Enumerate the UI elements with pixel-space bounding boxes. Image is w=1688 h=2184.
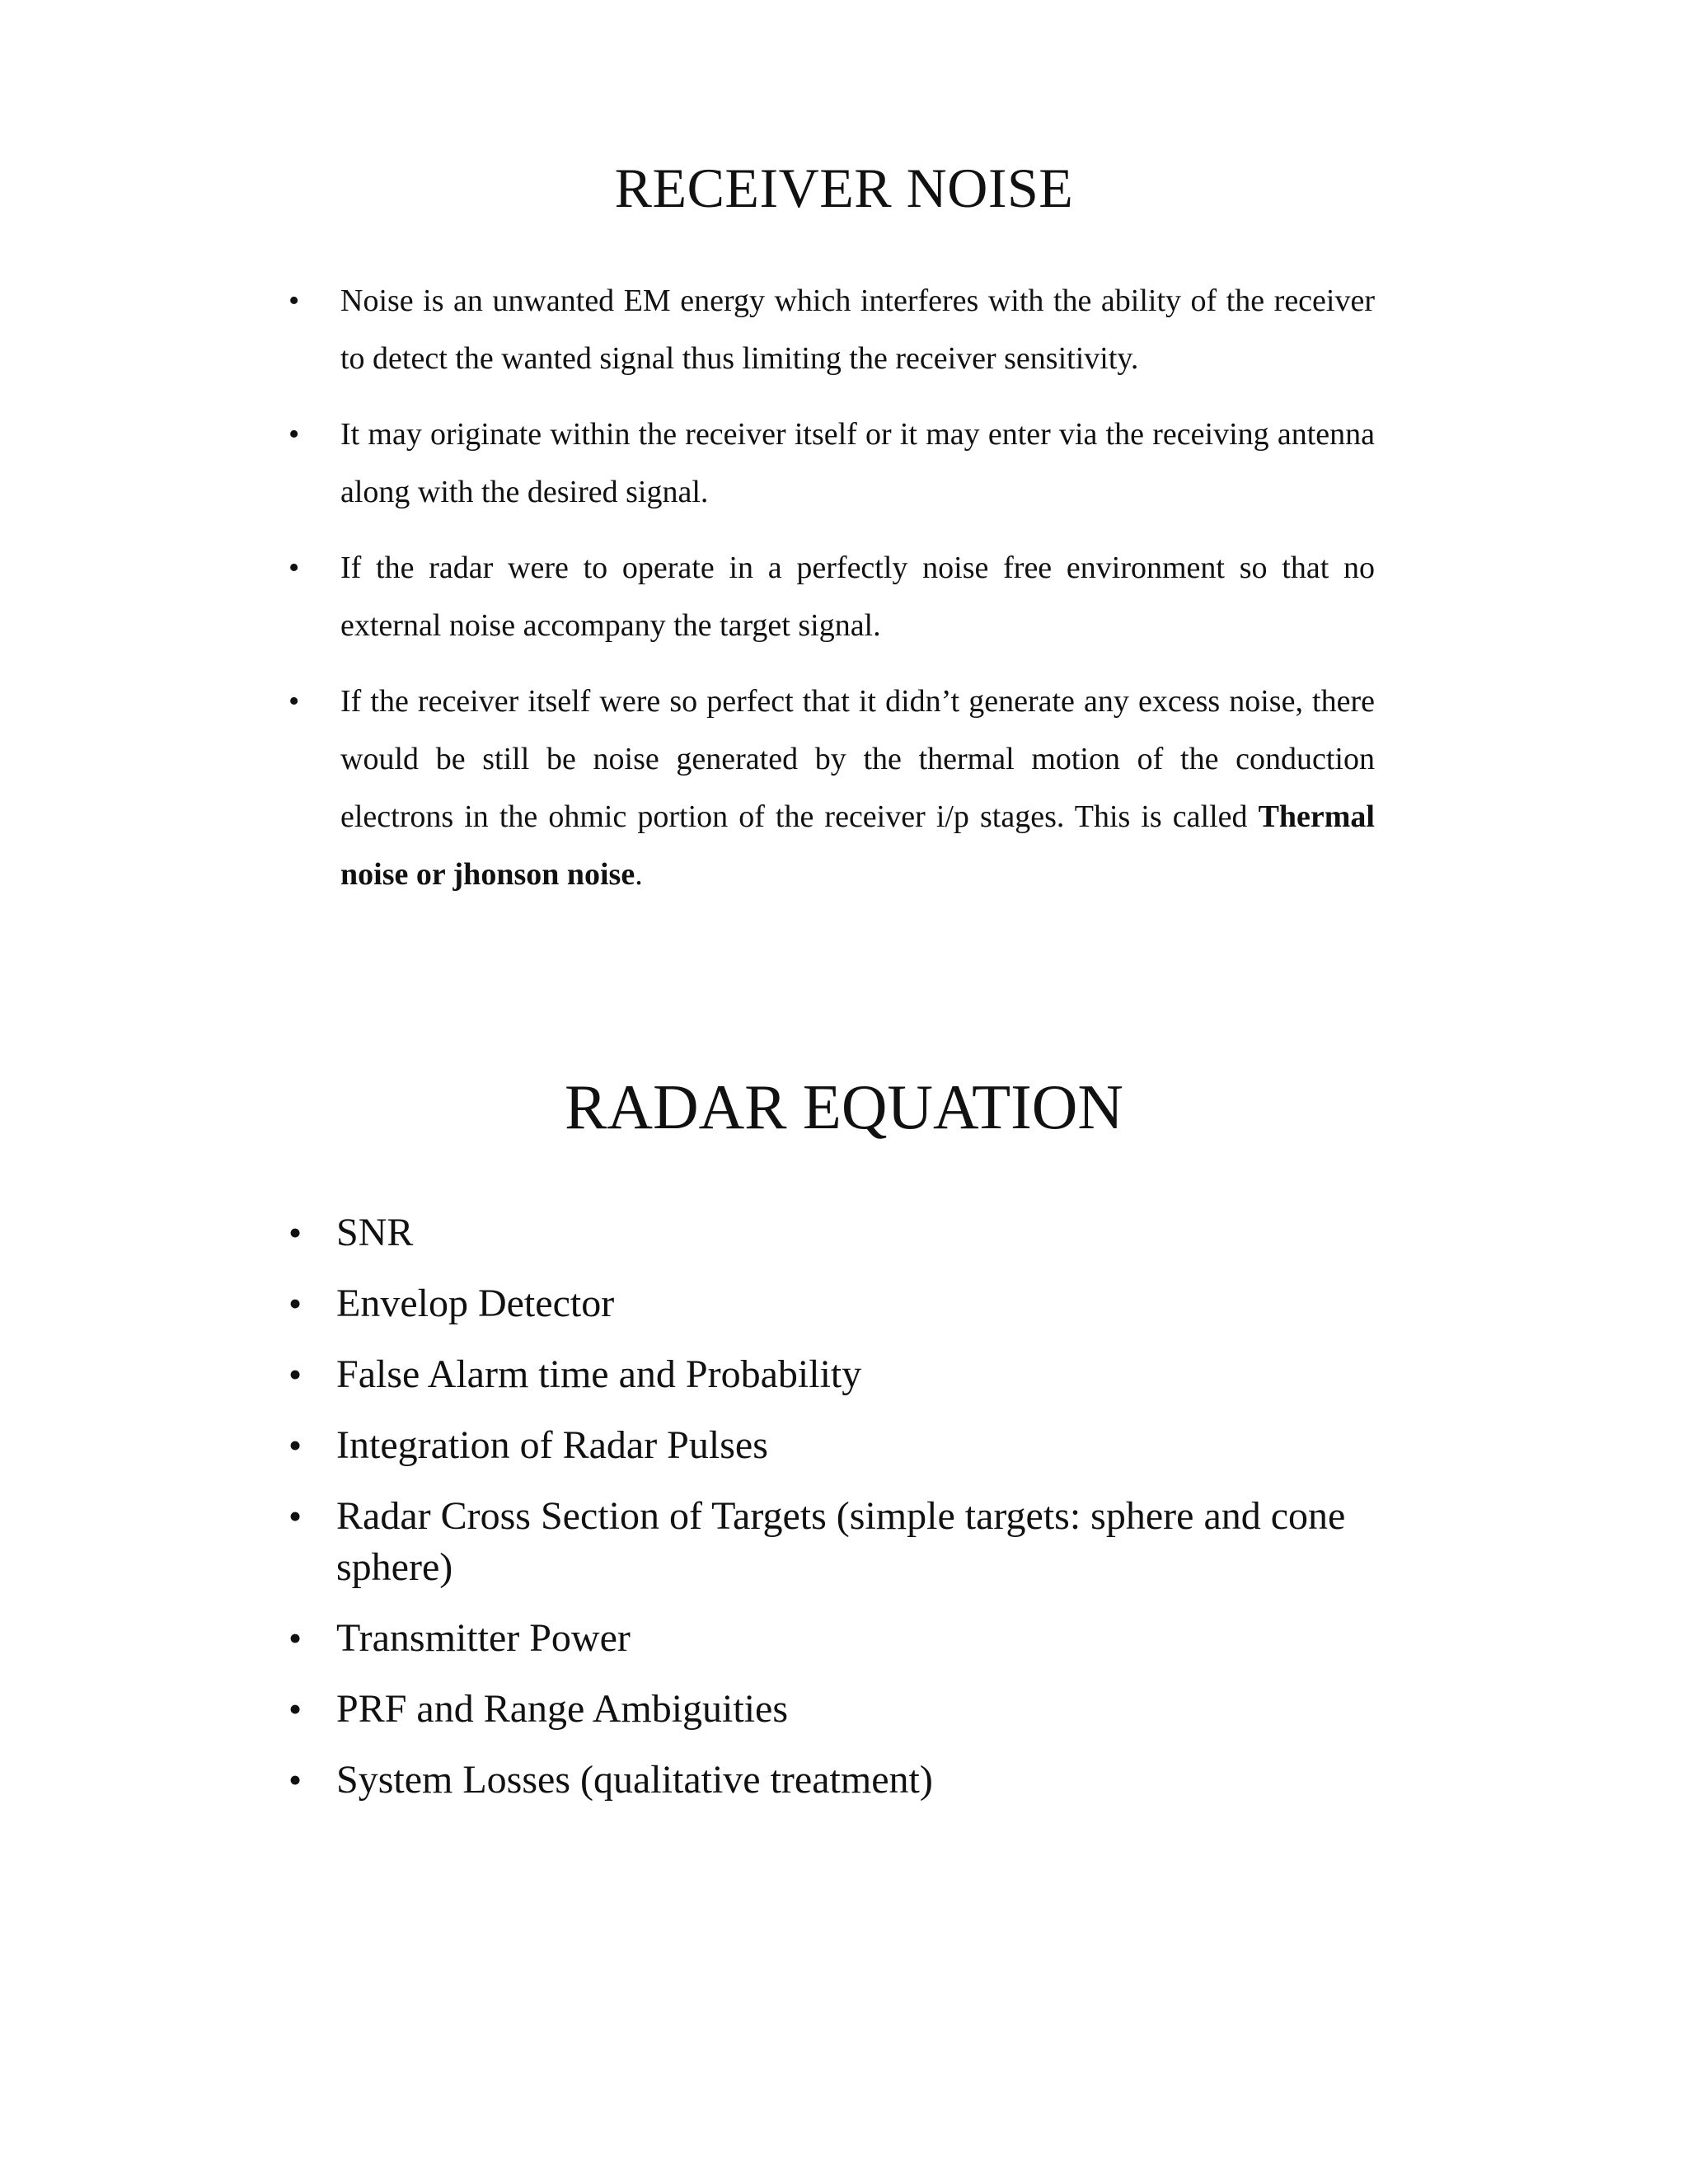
list-item — [0, 1491, 1688, 1593]
list-item — [0, 1278, 1688, 1329]
bullet-icon: • — [288, 1759, 302, 1801]
bullet-text-end: . — [635, 857, 643, 892]
bullet-icon: • — [288, 1495, 302, 1537]
thermal-noise-term: Thermal noise or jhonson noise — [340, 799, 1375, 892]
bullet-icon: • — [288, 284, 300, 318]
bullet-icon: • — [288, 1424, 302, 1466]
item-text: System Losses (qualitative treatment) — [336, 1758, 933, 1802]
list-item — [0, 1684, 1688, 1735]
item-text: False Alarm time and Probability — [336, 1352, 862, 1396]
bullet-icon: • — [288, 551, 300, 585]
list-item — [0, 1207, 1688, 1258]
item-text: Envelop Detector — [336, 1282, 615, 1325]
bullet-icon: • — [288, 1688, 302, 1730]
bullet-text: Noise is an unwanted EM energy which interferes with the ability of the receiver to detect the wanted signal thus limiting the receiver sensitivity. — [340, 284, 1375, 376]
item-text: SNR — [336, 1211, 414, 1254]
bullet-text: It may originate within the receiver itself or it may enter via the receiving antenna along with the desired signal. — [340, 417, 1375, 509]
radar-equation-list — [0, 1207, 1688, 1825]
bullet-text-part: If the receiver itself were so perfect that it didn’t generate any excess noise, there would be still be noise generated by the thermal motion of the conduction electrons in the ohmic portion of the receiver i/p stages. This is called — [340, 684, 1375, 834]
bullet-icon: • — [288, 684, 300, 719]
list-item — [0, 272, 1688, 387]
list-item — [0, 1420, 1688, 1471]
item-text: Transmitter Power — [336, 1616, 631, 1660]
list-item — [0, 1755, 1688, 1806]
bullet-icon: • — [288, 1282, 302, 1324]
list-item — [0, 405, 1688, 521]
list-item — [0, 673, 1688, 903]
bullet-icon: • — [288, 1212, 302, 1254]
bullet-text — [340, 673, 1375, 903]
list-item — [0, 1613, 1688, 1664]
list-item — [0, 1349, 1688, 1400]
radar-equation-title: RADAR EQUATION — [565, 1071, 1123, 1142]
bullet-text: If the radar were to operate in a perfectly noise free environment so that no external noise accompany the target signal. — [340, 551, 1375, 643]
bullet-icon: • — [288, 1617, 302, 1659]
receiver-noise-list — [0, 272, 1688, 921]
bullet-icon: • — [288, 417, 300, 452]
receiver-noise-title: RECEIVER NOISE — [614, 157, 1074, 219]
item-text: Integration of Radar Pulses — [336, 1423, 768, 1467]
item-text: PRF and Range Ambiguities — [336, 1687, 789, 1731]
item-text: Radar Cross Section of Targets (simple targets: sphere and cone sphere) — [336, 1494, 1346, 1589]
bullet-icon: • — [288, 1353, 302, 1395]
list-item — [0, 539, 1688, 654]
